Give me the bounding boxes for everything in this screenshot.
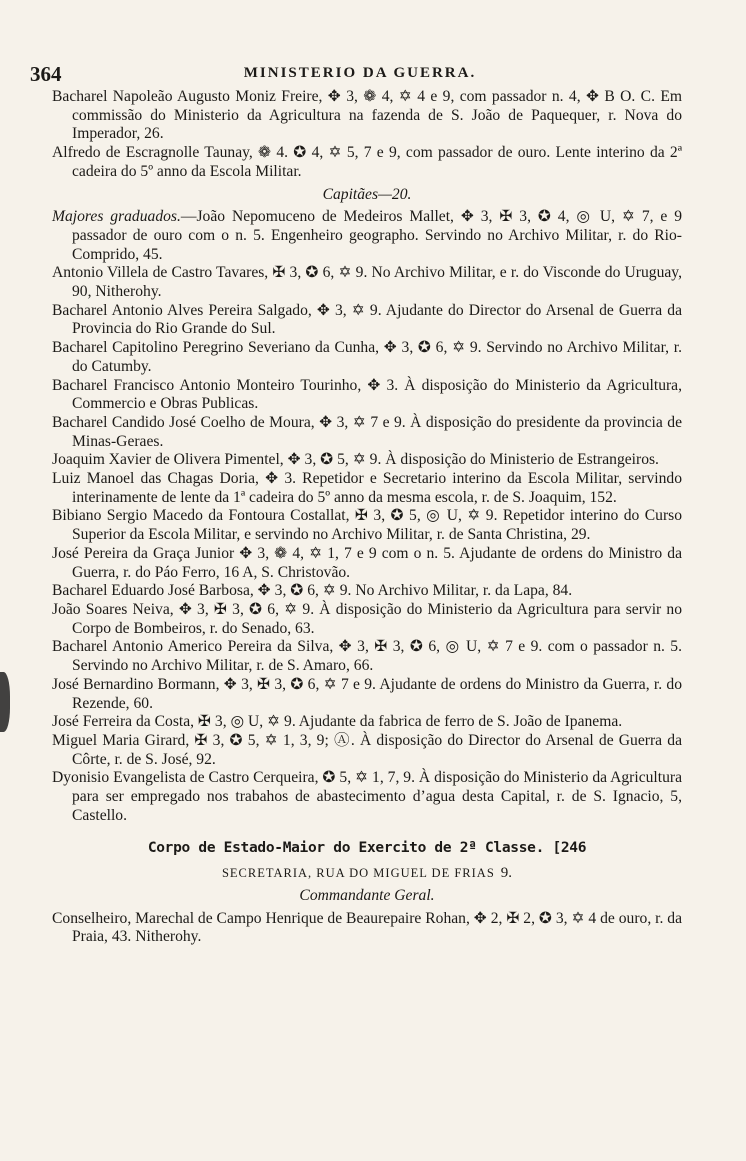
capitaes-heading: Capitães—20.	[322, 185, 412, 203]
section-address-text: SECRETARIA, RUA DO MIGUEL DE FRIAS	[221, 866, 495, 881]
entry-capitao: José Ferreira da Costa, ✠ 3, ◎ U, ✡ 9. Ajudante da fabrica de ferro de S. João de Ipanema.	[52, 713, 623, 731]
entry-capitao: Bacharel Candido José Coelho de Moura, ✥ 3, ✡ 7 e 9. À disposição do presidente da provincia de Minas-Geraes.	[52, 413, 682, 450]
entry-capitao: José Pereira da Graça Junior ✥ 3, ❁ 4, ✡ 1, 7 e 9 com o n. 5. Ajudante de ordens do Ministro da Guerra, r. do Páo Ferro, 16 A, S. Christovão.	[52, 544, 682, 581]
entry-capitao: Luiz Manoel das Chagas Doria, ✥ 3. Repetidor e Secretario interino da Escola Militar, servindo interinamente de lente da 1ª cadeira do 5º anno da mesma escola, r. de S. Joaquim, 152.	[52, 470, 682, 506]
entry-capitao: Miguel Maria Girard, ✠ 3, ✪ 5, ✡ 1, 3, 9; Ⓐ. À disposição do Director do Arsenal de Guerra da Côrte, r. de S. José, 92.	[52, 731, 682, 768]
majores-label: Majores graduados.	[52, 208, 181, 226]
document-body	[52, 88, 682, 947]
entry-capitao: Bacharel Francisco Antonio Monteiro Tourinho, ✥ 3. À disposição do Ministerio da Agricultura, Commercio e Obras Publicas.	[52, 376, 682, 413]
entry-top-2: Alfredo de Escragnolle Taunay, ❁ 4. ✪ 4, ✡ 5, 7 e 9, com passador de ouro. Lente interino da 2ª cadeira do 5º anno da Escola Militar.	[52, 144, 682, 180]
entry-top-1: Bacharel Napoleão Augusto Moniz Freire, ✥ 3, ❁ 4, ✡ 4 e 9, com passador n. 4, ✥ B O. C. Em commissão do Ministerio da Agricultura na fazenda de S. João de Paquequer, r. Nova do Imperador, 26.	[52, 88, 682, 143]
entry-capitao: Bibiano Sergio Macedo da Fontoura Costallat, ✠ 3, ✪ 5, ◎ U, ✡ 9. Repetidor interino do Curso Superior da Escola Militar, e servindo no Archivo Militar, r. de Santa Christina, 29.	[52, 507, 682, 544]
entry-capitao: José Bernardino Bormann, ✥ 3, ✠ 3, ✪ 6, ✡ 7 e 9. Ajudante de ordens do Ministro da Guerra, r. do Rezende, 60.	[52, 675, 682, 712]
page-header	[30, 62, 690, 88]
page-number: 364	[30, 62, 62, 86]
entry-capitao: Bacharel Capitolino Peregrino Severiano da Cunha, ✥ 3, ✪ 6, ✡ 9. Servindo no Archivo Militar, r. do Catumby.	[52, 339, 682, 375]
section-address-number: 9.	[500, 865, 513, 882]
entry-capitao: Antonio Villela de Castro Tavares, ✠ 3, ✪ 6, ✡ 9. No Archivo Militar, e r. do Visconde do Uruguay, 90, Nitherohy.	[52, 264, 682, 301]
entry-majores	[52, 208, 682, 264]
running-title: MINISTERIO DA GUERRA.	[243, 65, 477, 81]
entry-capitao: Dyonisio Evangelista de Castro Cerqueira, ✪ 5, ✡ 1, 7, 9. À disposição do Ministerio da Agricultura para ser empregado nos trabahos de abastecimento d’agua desta Capital, r. de S. Ignacio, 5, Castello.	[52, 769, 682, 824]
entry-capitao: Bacharel Eduardo José Barbosa, ✥ 3, ✪ 6, ✡ 9. No Archivo Militar, r. da Lapa, 84.	[52, 582, 573, 600]
binding-shadow-mark	[0, 672, 10, 732]
section-address	[52, 864, 682, 883]
entry-capitao: João Soares Neiva, ✥ 3, ✠ 3, ✪ 6, ✡ 9. À disposição do Ministerio da Agricultura para servir no Corpo de Bombeiros, r. do Senado, 63.	[52, 600, 682, 637]
section-title: Corpo de Estado-Maior do Exercito de 2ª Classe. [246	[147, 840, 587, 857]
entry-majores-text: —João Nepomuceno de Medeiros Mallet, ✥ 3, ✠ 3, ✪ 4, ◎ U, ✡ 7, e 9 passador de ouro com o n. 5. Engenheiro geographo. Servindo no Archivo Militar, r. do Rio-Comprido, 45.	[72, 208, 682, 263]
entry-commandante: Conselheiro, Marechal de Campo Henrique de Beaurepaire Rohan, ✥ 2, ✠ 2, ✪ 3, ✡ 4 de ouro, r. da Praia, 43. Nitherohy.	[52, 909, 682, 946]
entry-capitao: Joaquim Xavier de Olivera Pimentel, ✥ 3, ✪ 5, ✡ 9. À disposição do Ministerio de Estrangeiros.	[52, 451, 659, 469]
commandante-heading: Commandante Geral.	[299, 886, 435, 904]
entry-capitao: Bacharel Antonio Americo Pereira da Silva, ✥ 3, ✠ 3, ✪ 6, ◎ U, ✡ 7 e 9. com o passador n. 5. Servindo no Archivo Militar, r. de S. Amaro, 66.	[52, 638, 682, 675]
entry-capitao: Bacharel Antonio Alves Pereira Salgado, ✥ 3, ✡ 9. Ajudante do Director do Arsenal de Guerra da Provincia do Rio Grande do Sul.	[52, 301, 682, 338]
